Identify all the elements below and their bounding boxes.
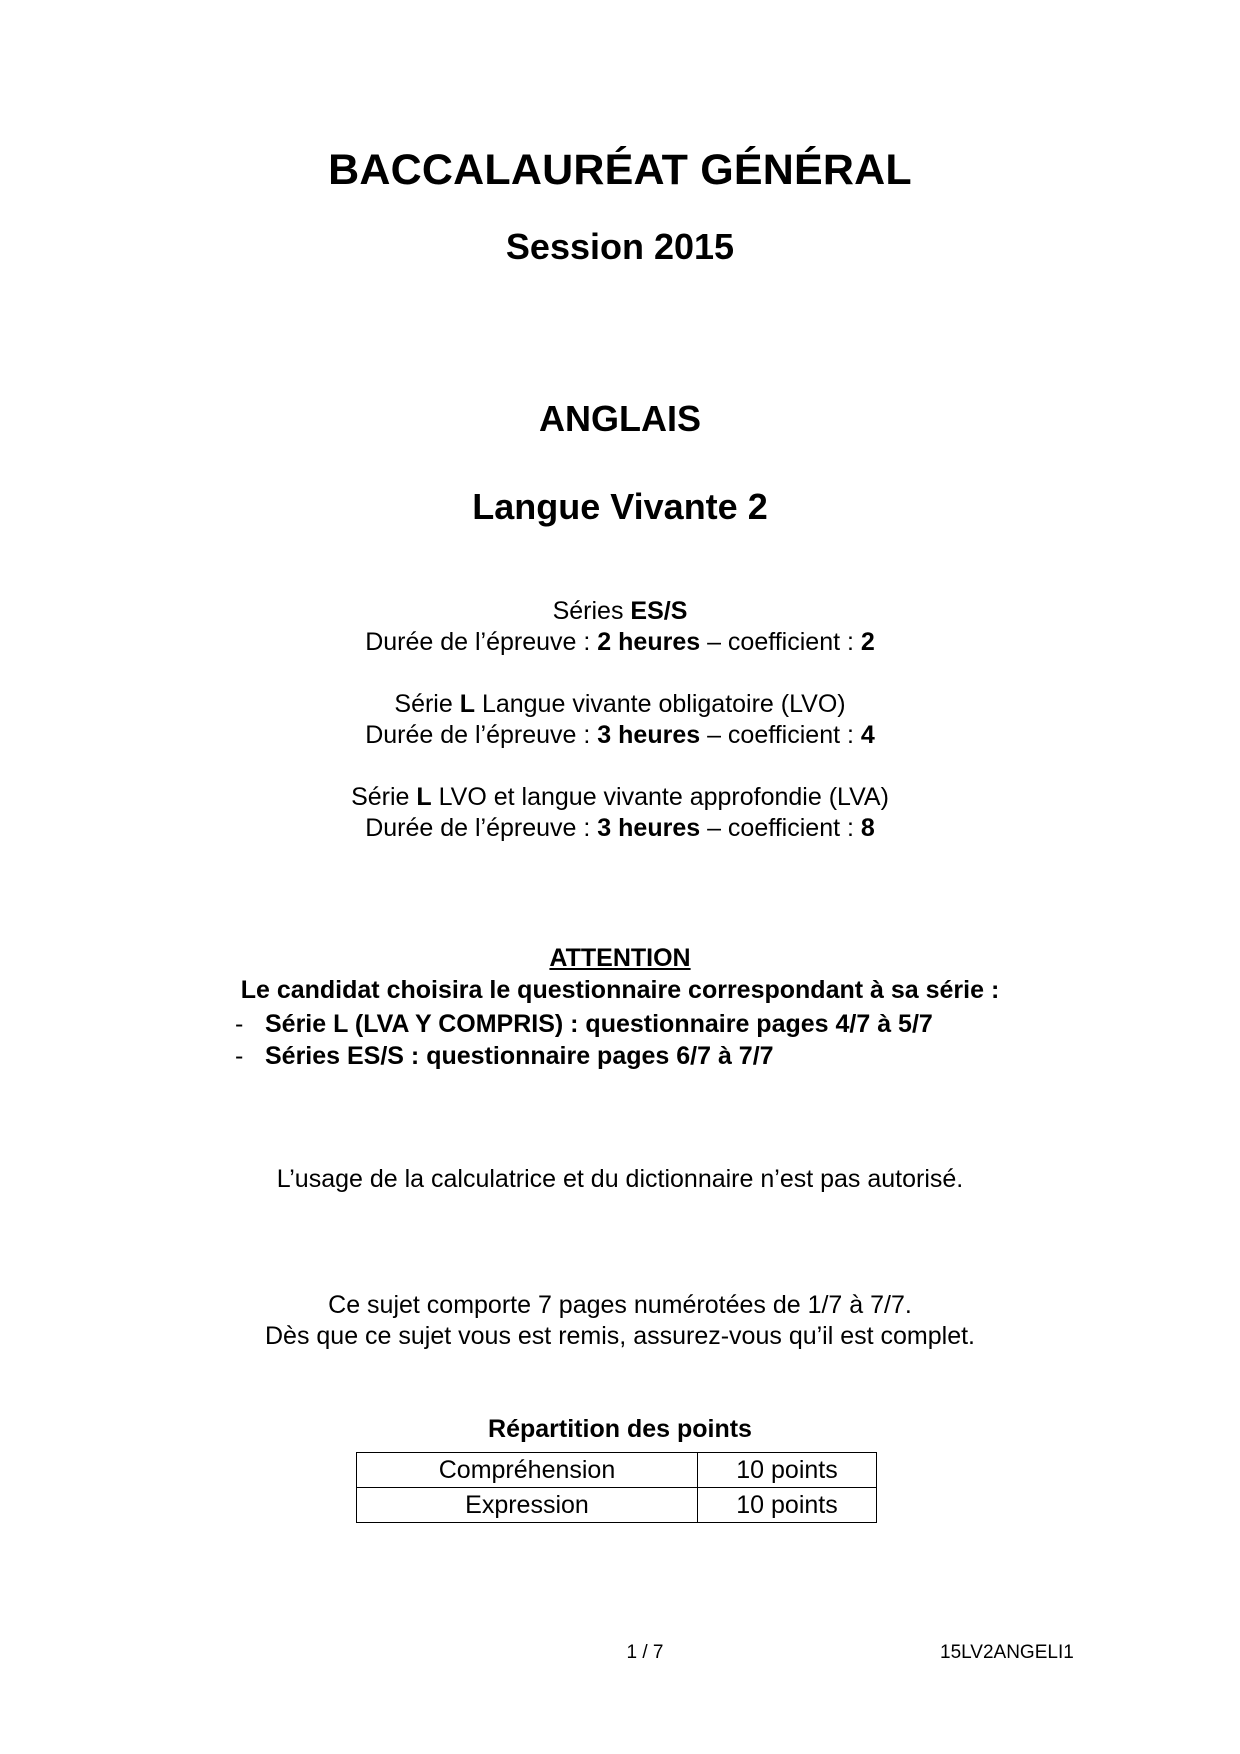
series-es-s-line bbox=[0, 596, 1240, 627]
coefficient-label: – coefficient : bbox=[700, 721, 861, 749]
coefficient-value: 4 bbox=[860, 721, 875, 749]
table-cell-value: 10 points bbox=[698, 1488, 877, 1523]
series-code-l: L bbox=[416, 783, 432, 811]
exam-code: 15LV2ANGELI1 bbox=[940, 1642, 1074, 1663]
questionnaire-instruction: Le candidat choisira le questionnaire correspondant à sa série : bbox=[240, 976, 1000, 1004]
duration-label: Durée de l’épreuve : bbox=[365, 814, 598, 842]
duration-value: 3 heures bbox=[597, 814, 701, 842]
table-cell-value: 10 points bbox=[698, 1453, 877, 1488]
calculator-notice: L’usage de la calculatrice et du dictionnaire n’est pas autorisé. bbox=[276, 1165, 964, 1193]
subject-title: ANGLAIS bbox=[539, 398, 701, 439]
points-table-title: Répartition des points bbox=[488, 1415, 752, 1443]
bullet-dash: - bbox=[235, 1010, 244, 1038]
points-table bbox=[356, 1452, 877, 1523]
table-row bbox=[357, 1453, 877, 1488]
attention-heading: ATTENTION bbox=[549, 944, 691, 972]
series-code-s: S bbox=[670, 597, 688, 625]
series-l-lva-line bbox=[0, 782, 1240, 813]
duration-value: 3 heures bbox=[597, 721, 701, 749]
series-es-s-duration bbox=[0, 627, 1240, 658]
series-code-l: L bbox=[459, 690, 475, 718]
duration-label: Durée de l’épreuve : bbox=[365, 721, 598, 749]
series-code-es: ES bbox=[630, 597, 664, 625]
table-row bbox=[357, 1488, 877, 1523]
pages-notice: Ce sujet comporte 7 pages numérotées de 1/7 à 7/7. bbox=[328, 1291, 912, 1319]
series-l-lva-duration bbox=[0, 813, 1240, 844]
coefficient-value: 8 bbox=[860, 814, 875, 842]
coefficient-label: – coefficient : bbox=[700, 628, 861, 656]
language-level: Langue Vivante 2 bbox=[472, 486, 768, 527]
series-description: Langue vivante obligatoire (LVO) bbox=[475, 690, 846, 718]
completeness-notice: Dès que ce sujet vous est remis, assurez-vous qu’il est complet. bbox=[264, 1322, 976, 1350]
series-prefix: Série bbox=[351, 783, 417, 811]
duration-label: Durée de l’épreuve : bbox=[365, 628, 598, 656]
coefficient-value: 2 bbox=[860, 628, 875, 656]
series-separator: / bbox=[663, 597, 671, 625]
bullet-text: Série L (LVA Y COMPRIS) : questionnaire pages 4/7 à 5/7 bbox=[265, 1010, 933, 1038]
session-label: Session 2015 bbox=[505, 226, 735, 267]
series-l-lvo-duration bbox=[0, 720, 1240, 751]
series-prefix: Série bbox=[394, 690, 460, 718]
bullet-dash: - bbox=[235, 1042, 244, 1070]
table-cell-label: Compréhension bbox=[357, 1453, 698, 1488]
bullet-text: Séries ES/S : questionnaire pages 6/7 à 7/7 bbox=[265, 1042, 774, 1070]
page-number: 1 / 7 bbox=[626, 1642, 664, 1663]
exam-title: BACCALAURÉAT GÉNÉRAL bbox=[328, 146, 912, 194]
coefficient-label: – coefficient : bbox=[700, 814, 861, 842]
series-l-lvo-line bbox=[0, 689, 1240, 720]
series-description: LVO et langue vivante approfondie (LVA) bbox=[431, 783, 889, 811]
table-cell-label: Expression bbox=[357, 1488, 698, 1523]
series-prefix: Séries bbox=[552, 597, 631, 625]
duration-value: 2 heures bbox=[597, 628, 701, 656]
